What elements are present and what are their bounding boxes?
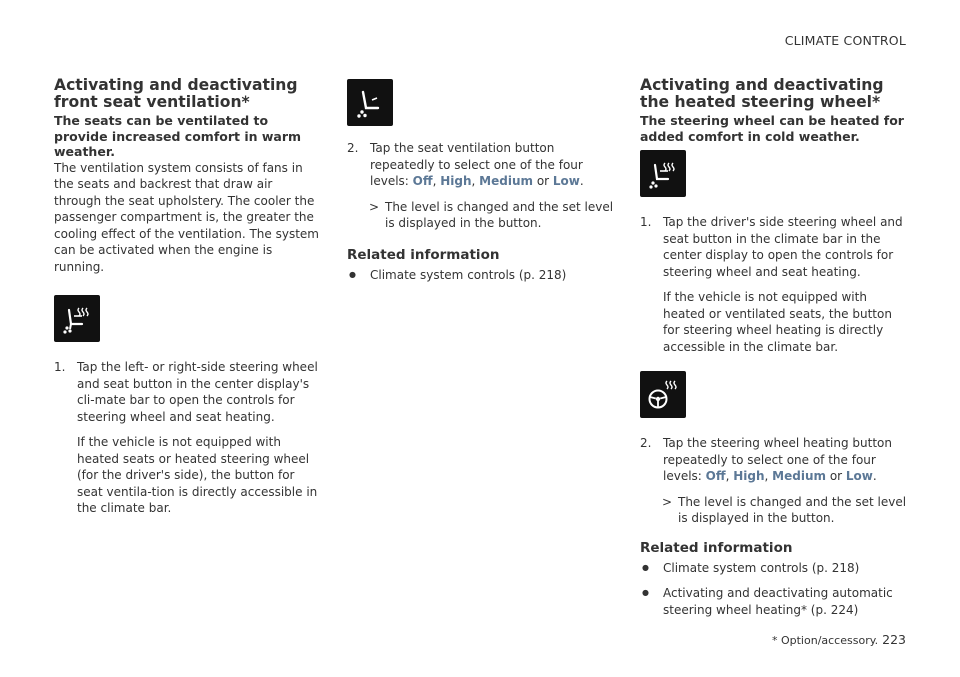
seat-ventilation-icon — [347, 79, 393, 126]
level-off: Off — [705, 469, 726, 483]
step-number: 2. — [640, 436, 652, 450]
section-body: The ventilation system consists of fans in the seats and backrest that draw air through the seat upholstery. The cooler the passenger compartment is, the greater the cooling effect of the ventilation. The system can be activated when the engine is running. — [54, 160, 319, 274]
related-list — [640, 560, 912, 619]
step-2 — [640, 435, 912, 485]
step-text: Tap the driver's side steering wheel and seat button in the climate bar in the center display to open the controls for steering wheel and seat heating. — [663, 215, 903, 279]
step-result — [347, 199, 615, 232]
running-header: CLIMATE CONTROL — [784, 33, 906, 48]
step-text: Tap the left- or right-side steering wheel and seat button in the center display's cli-mate bar to open the controls for steering wheel and seat heating. — [77, 360, 318, 424]
step-note: If the vehicle is not equipped with heated or ventilated seats, the button for steering wheel heating is directly accessible in the climate bar. — [663, 290, 892, 354]
level-off: Off — [412, 174, 433, 188]
result-text: The level is changed and the set level is displayed in the button. — [385, 199, 614, 230]
column-heated-steering-wheel — [640, 77, 912, 627]
steering-wheel-heating-icon — [640, 371, 686, 418]
step-1 — [640, 214, 912, 355]
result-marker: > — [369, 199, 380, 214]
level-high: High — [733, 469, 765, 483]
seat-ventilation-heating-icon — [54, 295, 100, 342]
column-seat-ventilation — [54, 77, 322, 517]
related-link[interactable]: ● Climate system controls (p. 218) — [347, 267, 615, 284]
page-footer — [772, 632, 906, 647]
seat-heating-ventilation-icon — [640, 150, 686, 197]
section-title: Activating and deactivating front seat ventilation* — [54, 76, 298, 111]
related-list — [347, 267, 615, 284]
section-lead: The seats can be ventilated to provide increased comfort in warm weather. — [54, 113, 302, 159]
step-number: 1. — [640, 215, 652, 229]
level-low: Low — [552, 174, 580, 188]
related-link[interactable]: ● Climate system controls (p. 218) — [640, 560, 912, 577]
level-medium: Medium — [772, 469, 826, 483]
section-title: Activating and deactivating the heated steering wheel* — [640, 76, 884, 111]
step-note: If the vehicle is not equipped with heated seats or heated steering wheel (for the driver's side), the button for seat ventila-tion is directly accessible in the climate bar. — [77, 435, 318, 515]
level-high: High — [440, 174, 472, 188]
result-text: The level is changed and the set level is displayed in the button. — [678, 494, 907, 525]
column-seat-ventilation-continued — [347, 77, 615, 292]
level-low: Low — [845, 469, 873, 483]
level-medium: Medium — [479, 174, 533, 188]
step-text: Tap the seat ventilation button repeatedly to select one of the four levels: Off, High, Medium or Low. — [370, 141, 584, 188]
step-result — [640, 494, 912, 527]
related-link[interactable]: ● Activating and deactivating automatic steering wheel heating* (p. 224) — [640, 585, 912, 618]
result-marker: > — [662, 494, 673, 509]
page-number: 223 — [882, 632, 906, 647]
footnote: * Option/accessory. — [771, 634, 879, 647]
step-number: 2. — [347, 141, 359, 155]
related-title: Related information — [640, 539, 793, 556]
related-title: Related information — [347, 246, 500, 263]
step-1 — [54, 359, 322, 517]
step-text: Tap the steering wheel heating button repeatedly to select one of the four levels: Off, High, Medium or Low. — [663, 436, 892, 483]
step-number: 1. — [54, 360, 66, 374]
step-2 — [347, 140, 615, 190]
section-lead: The steering wheel can be heated for added comfort in cold weather. — [640, 113, 904, 144]
